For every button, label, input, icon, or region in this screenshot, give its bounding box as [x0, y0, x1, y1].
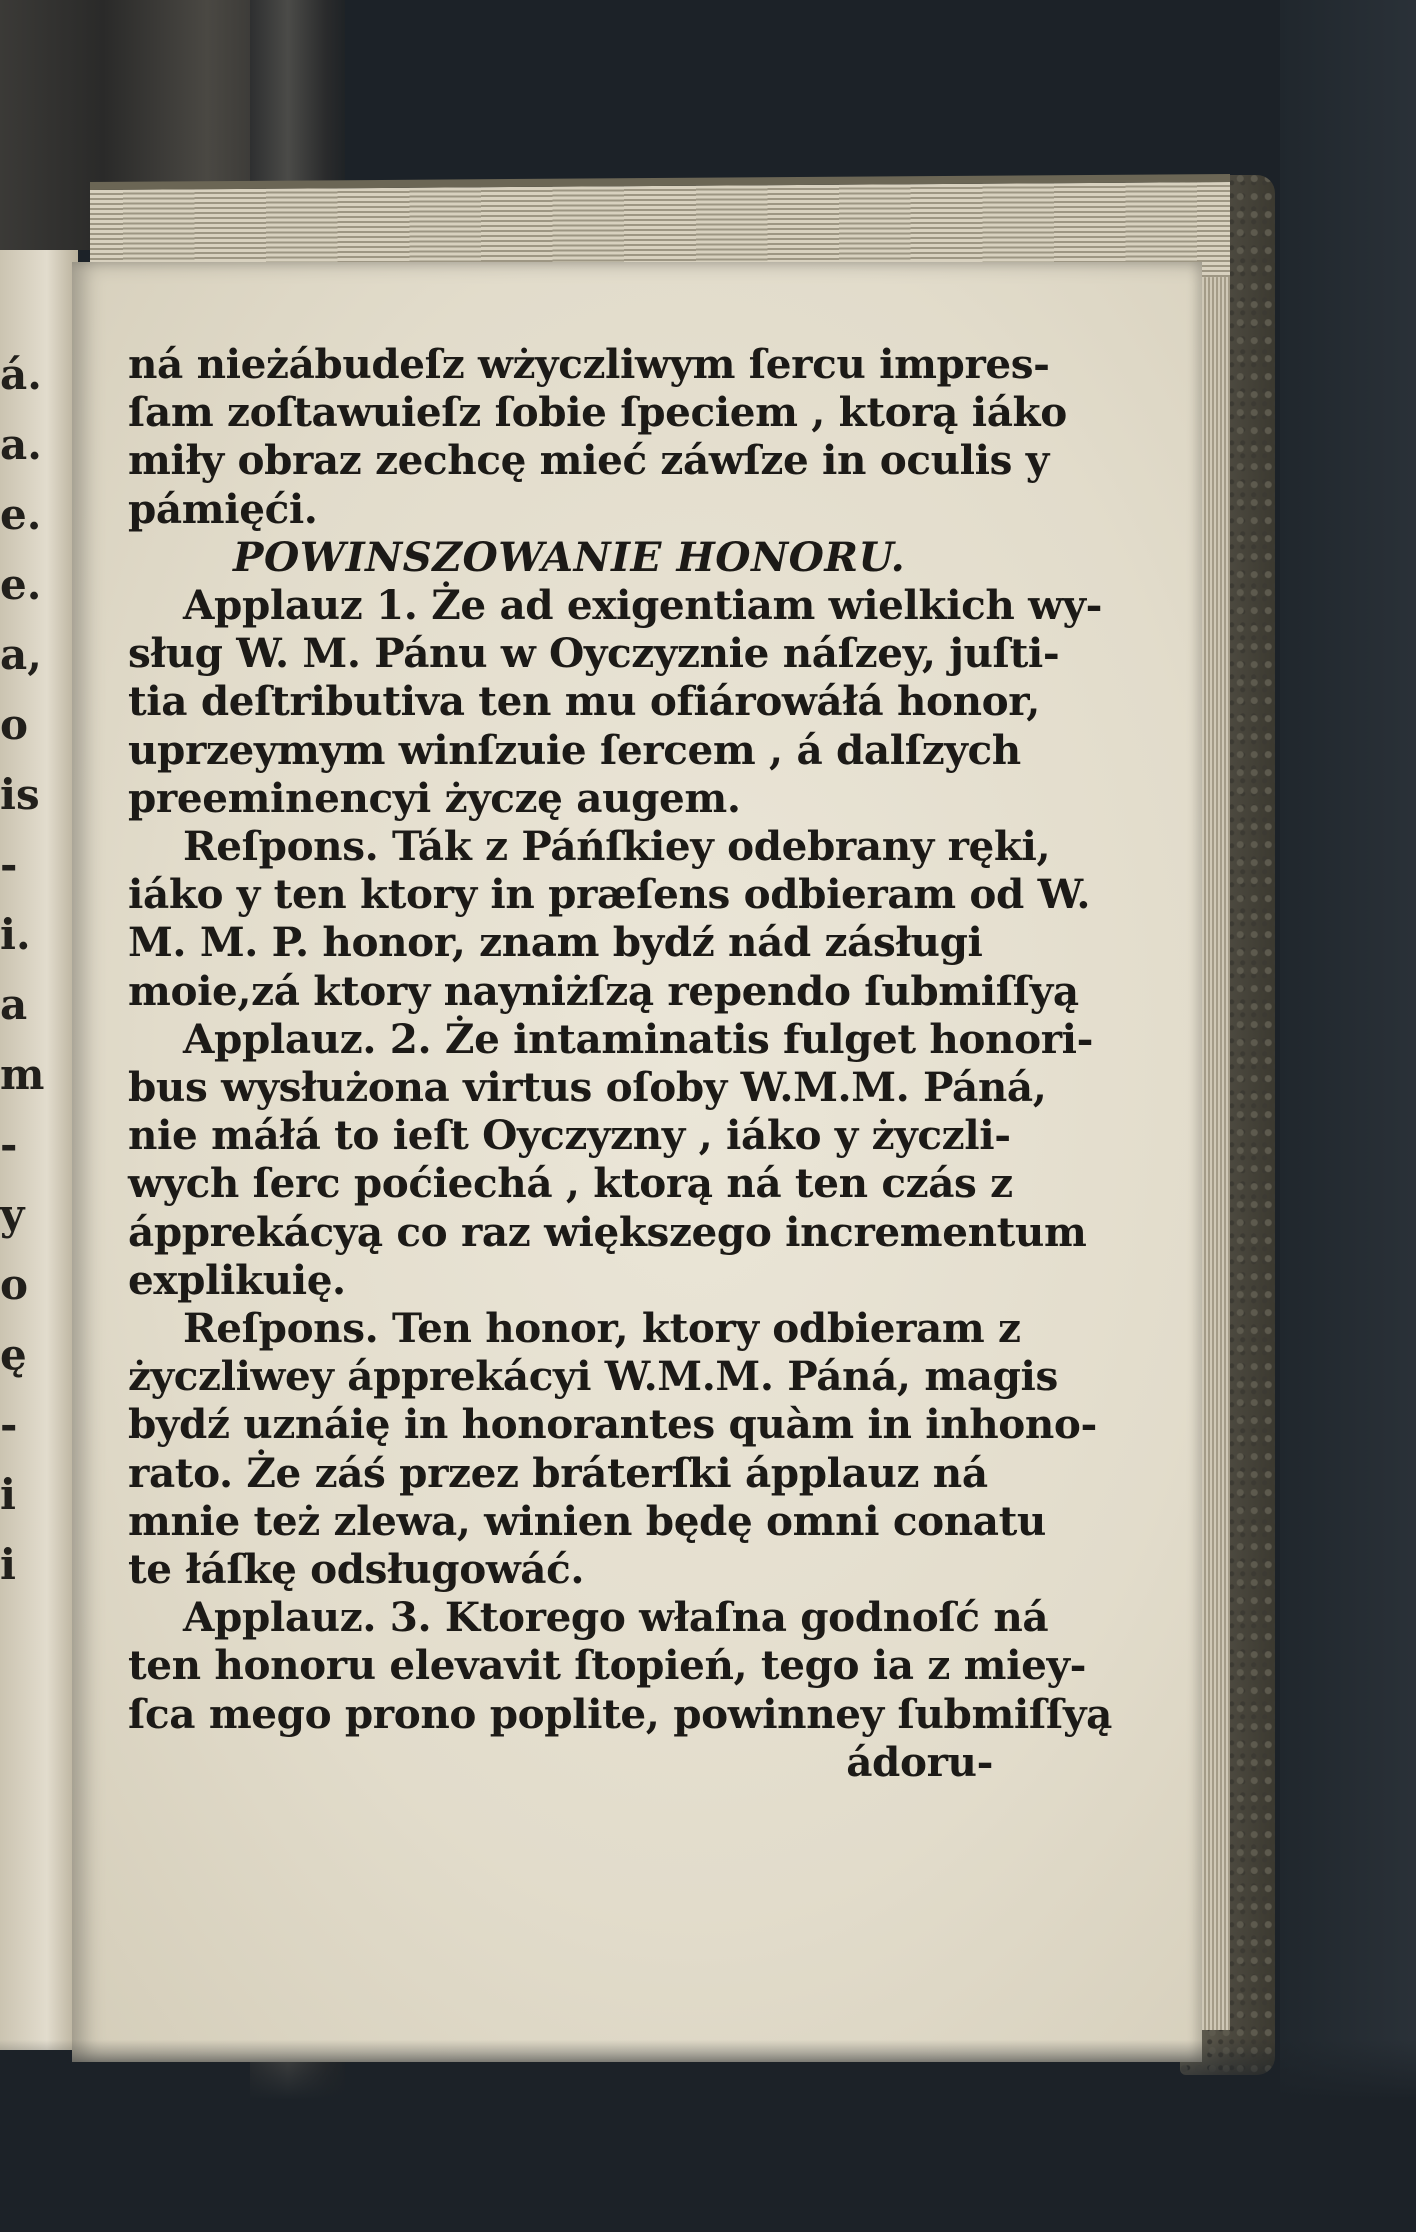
text-line: mnie też zlewa, winien będę omni conatu: [128, 1496, 1046, 1545]
text-line: iáko y ten ktory in præſens odbieram od W.: [128, 870, 1091, 919]
text-line: pámięći.: [128, 484, 318, 533]
left-margin-fragment: -: [0, 1400, 18, 1449]
left-margin-fragment: m: [0, 1050, 45, 1099]
left-margin-fragment: -: [0, 1120, 18, 1169]
text-line: preeminencyi życzę augem.: [128, 773, 741, 822]
text-line: wych ſerc poćiechá , ktorą ná ten czás z: [128, 1159, 1013, 1208]
text-line: miły obraz zechcę mieć záwſze in oculis y: [128, 436, 1049, 485]
text-line: uprzeymym winſzuie ſercem , á dalſzych: [128, 725, 1021, 774]
text-line: Applauz. 2. Że intaminatis fulget honori-: [183, 1014, 1094, 1063]
text-line: bus wysłużona virtus oſoby W.M.M. Páná,: [128, 1063, 1047, 1112]
text-line: Reſpons. Ten honor, ktory odbieram z: [183, 1304, 1021, 1353]
background: [1280, 0, 1416, 2232]
left-margin-fragment: á.: [0, 350, 42, 399]
left-margin-fragment: is: [0, 770, 40, 819]
left-page-margin-text: [0, 340, 60, 1600]
left-margin-fragment: y: [0, 1190, 25, 1239]
left-margin-fragment: a: [0, 980, 28, 1029]
bottom-shadow: [0, 2040, 1416, 2232]
text-line: ten honoru elevavit ſtopień, tego ia z miey-: [128, 1641, 1086, 1690]
text-line: tia deſtributiva ten mu ofiárowáłá honor,: [128, 677, 1040, 726]
text-line: ápprekácyą co raz większego incrementum: [128, 1207, 1087, 1256]
left-margin-fragment: ę: [0, 1330, 27, 1379]
text-line: M. M. P. honor, znam bydź nád zásługi: [128, 918, 983, 967]
left-margin-fragment: a,: [0, 630, 42, 679]
left-margin-fragment: a.: [0, 420, 42, 469]
left-margin-fragment: -: [0, 840, 18, 889]
text-line: te łáſkę odsługowáć.: [128, 1545, 585, 1594]
left-margin-fragment: e.: [0, 490, 42, 539]
left-margin-fragment: i: [0, 1540, 16, 1589]
text-line: Applauz. 3. Ktorego właſna godnoſć ná: [183, 1593, 1049, 1642]
left-margin-fragment: i.: [0, 910, 31, 959]
text-line: explikuię.: [128, 1255, 346, 1304]
text-line: bydź uznáię in honorantes quàm in inhono-: [128, 1400, 1097, 1449]
left-margin-fragment: i: [0, 1470, 16, 1519]
text-line: ſca mego prono poplite, powinney ſubmiſſyą: [128, 1689, 1112, 1738]
left-margin-fragment: e.: [0, 560, 42, 609]
section-heading: POWINSZOWANIE HONORU.: [233, 532, 906, 581]
text-line: ná nieżábudeſz wżyczliwym ſercu impres-: [128, 340, 1050, 388]
text-line: moie,zá ktory nayniżſzą rependo ſubmiſſyą: [128, 966, 1079, 1015]
text-line: życzliwey ápprekácyi W.M.M. Páná, magis: [128, 1352, 1058, 1401]
text-line: nie máłá to ieſt Oyczyzny , iáko y życzli-: [128, 1111, 1011, 1160]
text-line: sług W. M. Pánu w Oyczyznie náſzey, juſti-: [128, 629, 1060, 678]
text-line: Reſpons. Ták z Páńſkiey odebrany ręki,: [183, 822, 1051, 871]
text-line: ádoru-: [846, 1737, 993, 1786]
page-text: [128, 340, 1112, 1786]
text-line: ſam zoſtawuieſz ſobie ſpeciem , ktorą iáko: [128, 388, 1067, 437]
text-line: Applauz 1. Że ad exigentiam wielkich wy-: [183, 581, 1103, 630]
text-line: rato. Że záś przez bráterſki ápplauz ná: [128, 1448, 988, 1497]
left-margin-fragment: o: [0, 700, 29, 749]
left-margin-fragment: o: [0, 1260, 29, 1309]
